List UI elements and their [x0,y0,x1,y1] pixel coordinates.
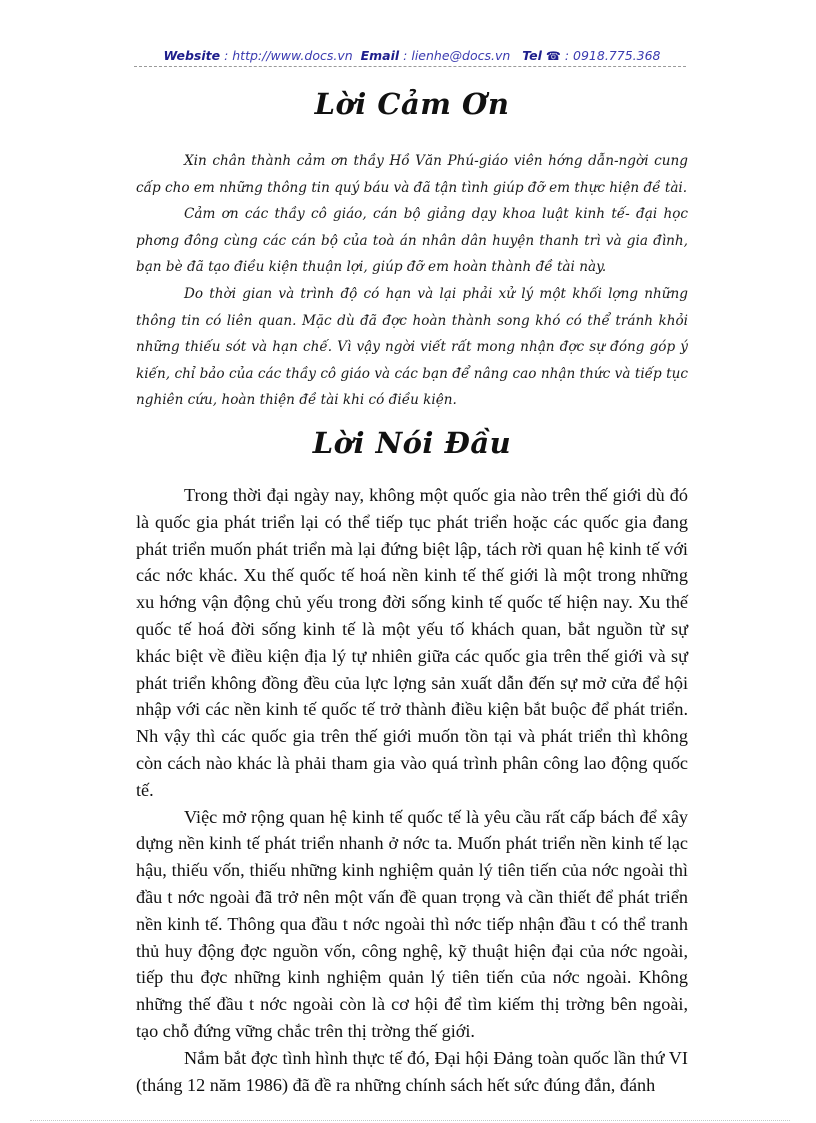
tel-label: Tel [522,48,542,63]
introduction-paragraph: Việc mở rộng quan hệ kinh tế quốc tế là yêu cầu rất cấp bách để xây dựng nền kinh tế phát triển nhanh ở nớc ta. Muốn phát triển nền kinh tế lạc hậu, thiếu vốn, thiếu những kinh nghiệm quản lý tiên tiến của nớc ngoài thì đầu t nớc ngoài đã trở nên một vấn đề quan trọng và cần thiết để phát triển nền kinh tế. Thông qua đầu t nớc ngoài thì nớc tiếp nhận đầu t có thể tranh thủ huy động đợc nguồn vốn, công nghệ, kỹ thuật hiện đại của nớc ngoài, tiếp thu đợc những kinh nghiệm quản lý tiên tiến của nớc ngoài. Không những thế đầu t nớc ngoài còn là cơ hội để tìm kiếm thị trờng bên ngoài, tạo chỗ đứng vững chắc trên thị trờng thế giới. [136,806,688,1041]
acknowledgement-section [136,148,688,414]
website-link[interactable]: http://www.docs.vn [232,48,353,63]
header-divider [134,66,686,67]
acknowledgement-paragraph: Cảm ơn các thầy cô giáo, cán bộ giảng dạy khoa luật kinh tế- đại học phơng đông cùng các cán bộ của toà án nhân dân huyện thanh trì và gia đình, bạn bè đã tạo điều kiện thuận lợi, giúp đỡ em hoàn thành đề tài này. [136,206,688,276]
acknowledgement-paragraph: Do thời gian và trình độ có hạn và lại phải xử lý một khối lợng những thông tin có liên quan. Mặc dù đã đợc hoàn thành song khó có thể tránh khỏi những thiếu sót và hạn chế. Vì vậy ngời viết rất mong nhận đợc sự đóng góp ý kiến, chỉ bảo của các thầy cô giáo và các bạn để nâng cao nhận thức và tiếp tục nghiên cứu, hoàn thiện đề tài khi có điều kiện. [136,285,688,409]
page-bottom-divider [30,1120,790,1121]
page-header: Website : http://www.docs.vn Email : lienhe@docs.vn Tel ☎ : 0918.775.368 [163,48,661,63]
introduction-title: Lời Nói Đầu [312,426,512,460]
website-label: Website [163,48,221,63]
email-label: Email [360,48,400,63]
acknowledgement-title: Lời Cảm Ơn [314,87,510,121]
introduction-paragraph: Trong thời đại ngày nay, không một quốc gia nào trên thế giới dù đó là quốc gia phát triển lại có thể tiếp tục phát triển hoặc các quốc gia đang phát triển muốn phát triển mà lại đứng biệt lập, tách rời quan hệ kinh tế với các nớc khác. Xu thế quốc tế hoá nền kinh tế thế giới là một trong những xu hớng vận động chủ yếu trong đời sống kinh tế quốc tế hiện nay. Xu thế quốc tế hoá đời sống kinh tế là một yếu tố khách quan, bắt nguồn từ sự khác biệt về điều kiện địa lý tự nhiên giữa các quốc gia trên thế giới và sự phát triển không đồng đều của lực lợng sản xuất dẫn đến sự mở cửa để hội nhập với các nền kinh tế quốc tế trở thành điều kiện bắt buộc để phát triển. Nh vậy thì các quốc gia trên thế giới muốn tồn tại và phát triển thì không còn cách nào khác là phải tham gia vào quá trình phân công lao động quốc tế. [136,485,688,800]
email-link[interactable]: lienhe@docs.vn [411,48,511,63]
acknowledgement-paragraph: Xin chân thành cảm ơn thầy Hồ Văn Phú-giáo viên hớng dẫn-ngời cung cấp cho em những thông tin quý báu và đã tận tình giúp đỡ em thực hiện đề tài. [136,153,688,196]
introduction-paragraph: Nắm bắt đợc tình hình thực tế đó, Đại hội Đảng toàn quốc lần thứ VI (tháng 12 năm 1986) đã đề ra những chính sách hết sức đúng đắn, đánh [136,1047,688,1095]
phone-icon: ☎ [545,49,561,63]
phone-number: 0918.775.368 [573,48,661,63]
introduction-section [136,482,688,1098]
